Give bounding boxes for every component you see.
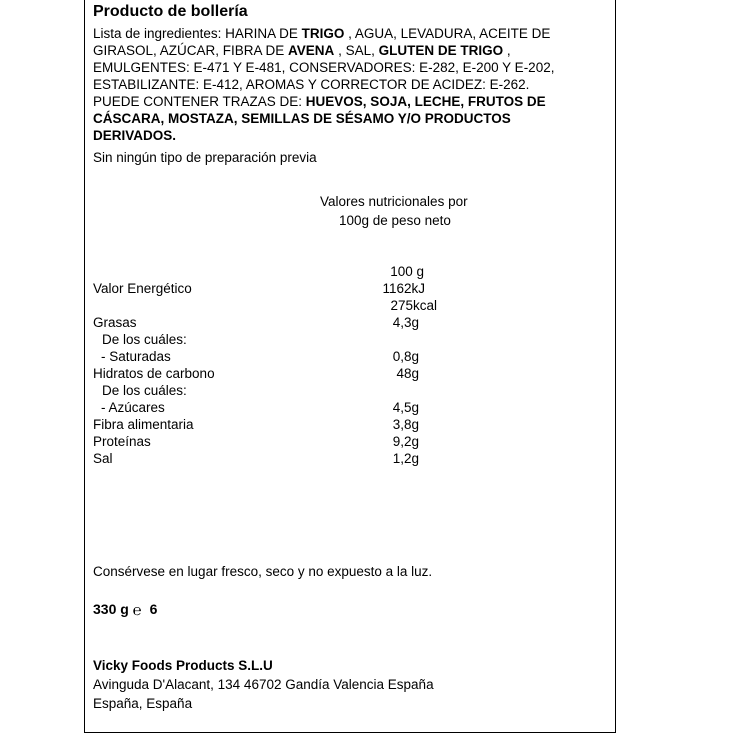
net-weight: 330 g: [93, 601, 129, 617]
ingredients-line-1: [93, 25, 550, 42]
nutrient-value-saturated: 0,8g: [392, 349, 419, 364]
nutrient-label-fat: Grasas: [93, 315, 137, 330]
nutrient-label-fibre: Fibra alimentaria: [93, 417, 194, 432]
text-segment: , AGUA, LEVADURA, ACEITE DE: [344, 26, 551, 41]
nutrient-label-salt: Sal: [93, 451, 113, 466]
energy-kcal-value: 275kcal: [390, 298, 437, 313]
ingredients-line-3: EMULGENTES: E-471 Y E-481, CONSERVADORES: E-282, E-200 Y E-202,: [93, 60, 555, 75]
nutrient-value-carbohydrates: 48g: [396, 366, 419, 381]
company-name: Vicky Foods Products S.L.U: [93, 658, 273, 673]
allergens-line-2: CÁSCARA, MOSTAZA, SEMILLAS DE SÉSAMO Y/O PRODUCTOS: [93, 111, 511, 126]
allergens-line-3: DERIVADOS.: [93, 128, 177, 143]
text-segment: GLUTEN DE TRIGO: [378, 43, 504, 58]
nutrient-value-fibre: 3,8g: [392, 417, 419, 432]
text-segment: Lista de ingredientes: HARINA DE: [93, 26, 302, 41]
text-segment: AVENA: [288, 43, 335, 58]
energy-label: Valor Energético: [93, 281, 192, 296]
nutrition-column-label: 100 g: [390, 264, 424, 279]
company-country: España, España: [93, 696, 193, 711]
product-title: Producto de bollería: [93, 3, 248, 20]
company-address: Avinguda D'Alacant, 134 46702 Gandía Valencia España: [93, 677, 434, 692]
nutrient-label-of-which-fat: De los cuáles:: [102, 332, 187, 347]
text-segment: TRIGO: [301, 26, 345, 41]
energy-kj-value: 1162kJ: [382, 281, 425, 296]
nutrient-value-protein: 9,2g: [392, 434, 419, 449]
nutrient-value-fat: 4,3g: [392, 315, 419, 330]
nutrient-value-salt: 1,2g: [392, 451, 419, 466]
ingredients-line-2: [93, 42, 511, 59]
nutrient-label-of-which-carbs: De los cuáles:: [102, 383, 187, 398]
allergens-line-1: [93, 93, 546, 110]
estimated-sign-icon: ℮: [132, 602, 142, 619]
storage-note: Consérvese en lugar fresco, seco y no expuesto a la luz.: [93, 564, 433, 579]
text-segment: , SAL,: [334, 43, 379, 58]
unit-count: 6: [149, 601, 158, 617]
nutrient-value-sugars: 4,5g: [392, 400, 419, 415]
nutrition-header-line-1: Valores nutricionales por: [320, 194, 468, 209]
text-segment: GIRASOL, AZÚCAR, FIBRA DE: [93, 43, 289, 58]
nutrient-label-sugars: - Azúcares: [101, 400, 165, 415]
text-segment: HUEVOS, SOJA, LECHE, FRUTOS DE: [305, 94, 546, 109]
preparation-note: Sin ningún tipo de preparación previa: [93, 150, 317, 165]
nutrient-label-saturated: - Saturadas: [101, 349, 171, 364]
text-segment: ,: [503, 43, 511, 58]
text-segment: PUEDE CONTENER TRAZAS DE:: [93, 94, 306, 109]
nutrient-label-carbohydrates: Hidratos de carbono: [93, 366, 215, 381]
net-quantity: [93, 601, 157, 618]
ingredients-line-4: ESTABILIZANTE: E-412, AROMAS Y CORRECTOR DE ACIDEZ: E-262.: [93, 77, 530, 92]
nutrient-label-protein: Proteínas: [93, 434, 151, 449]
nutrition-header-line-2: 100g de peso neto: [339, 213, 451, 228]
